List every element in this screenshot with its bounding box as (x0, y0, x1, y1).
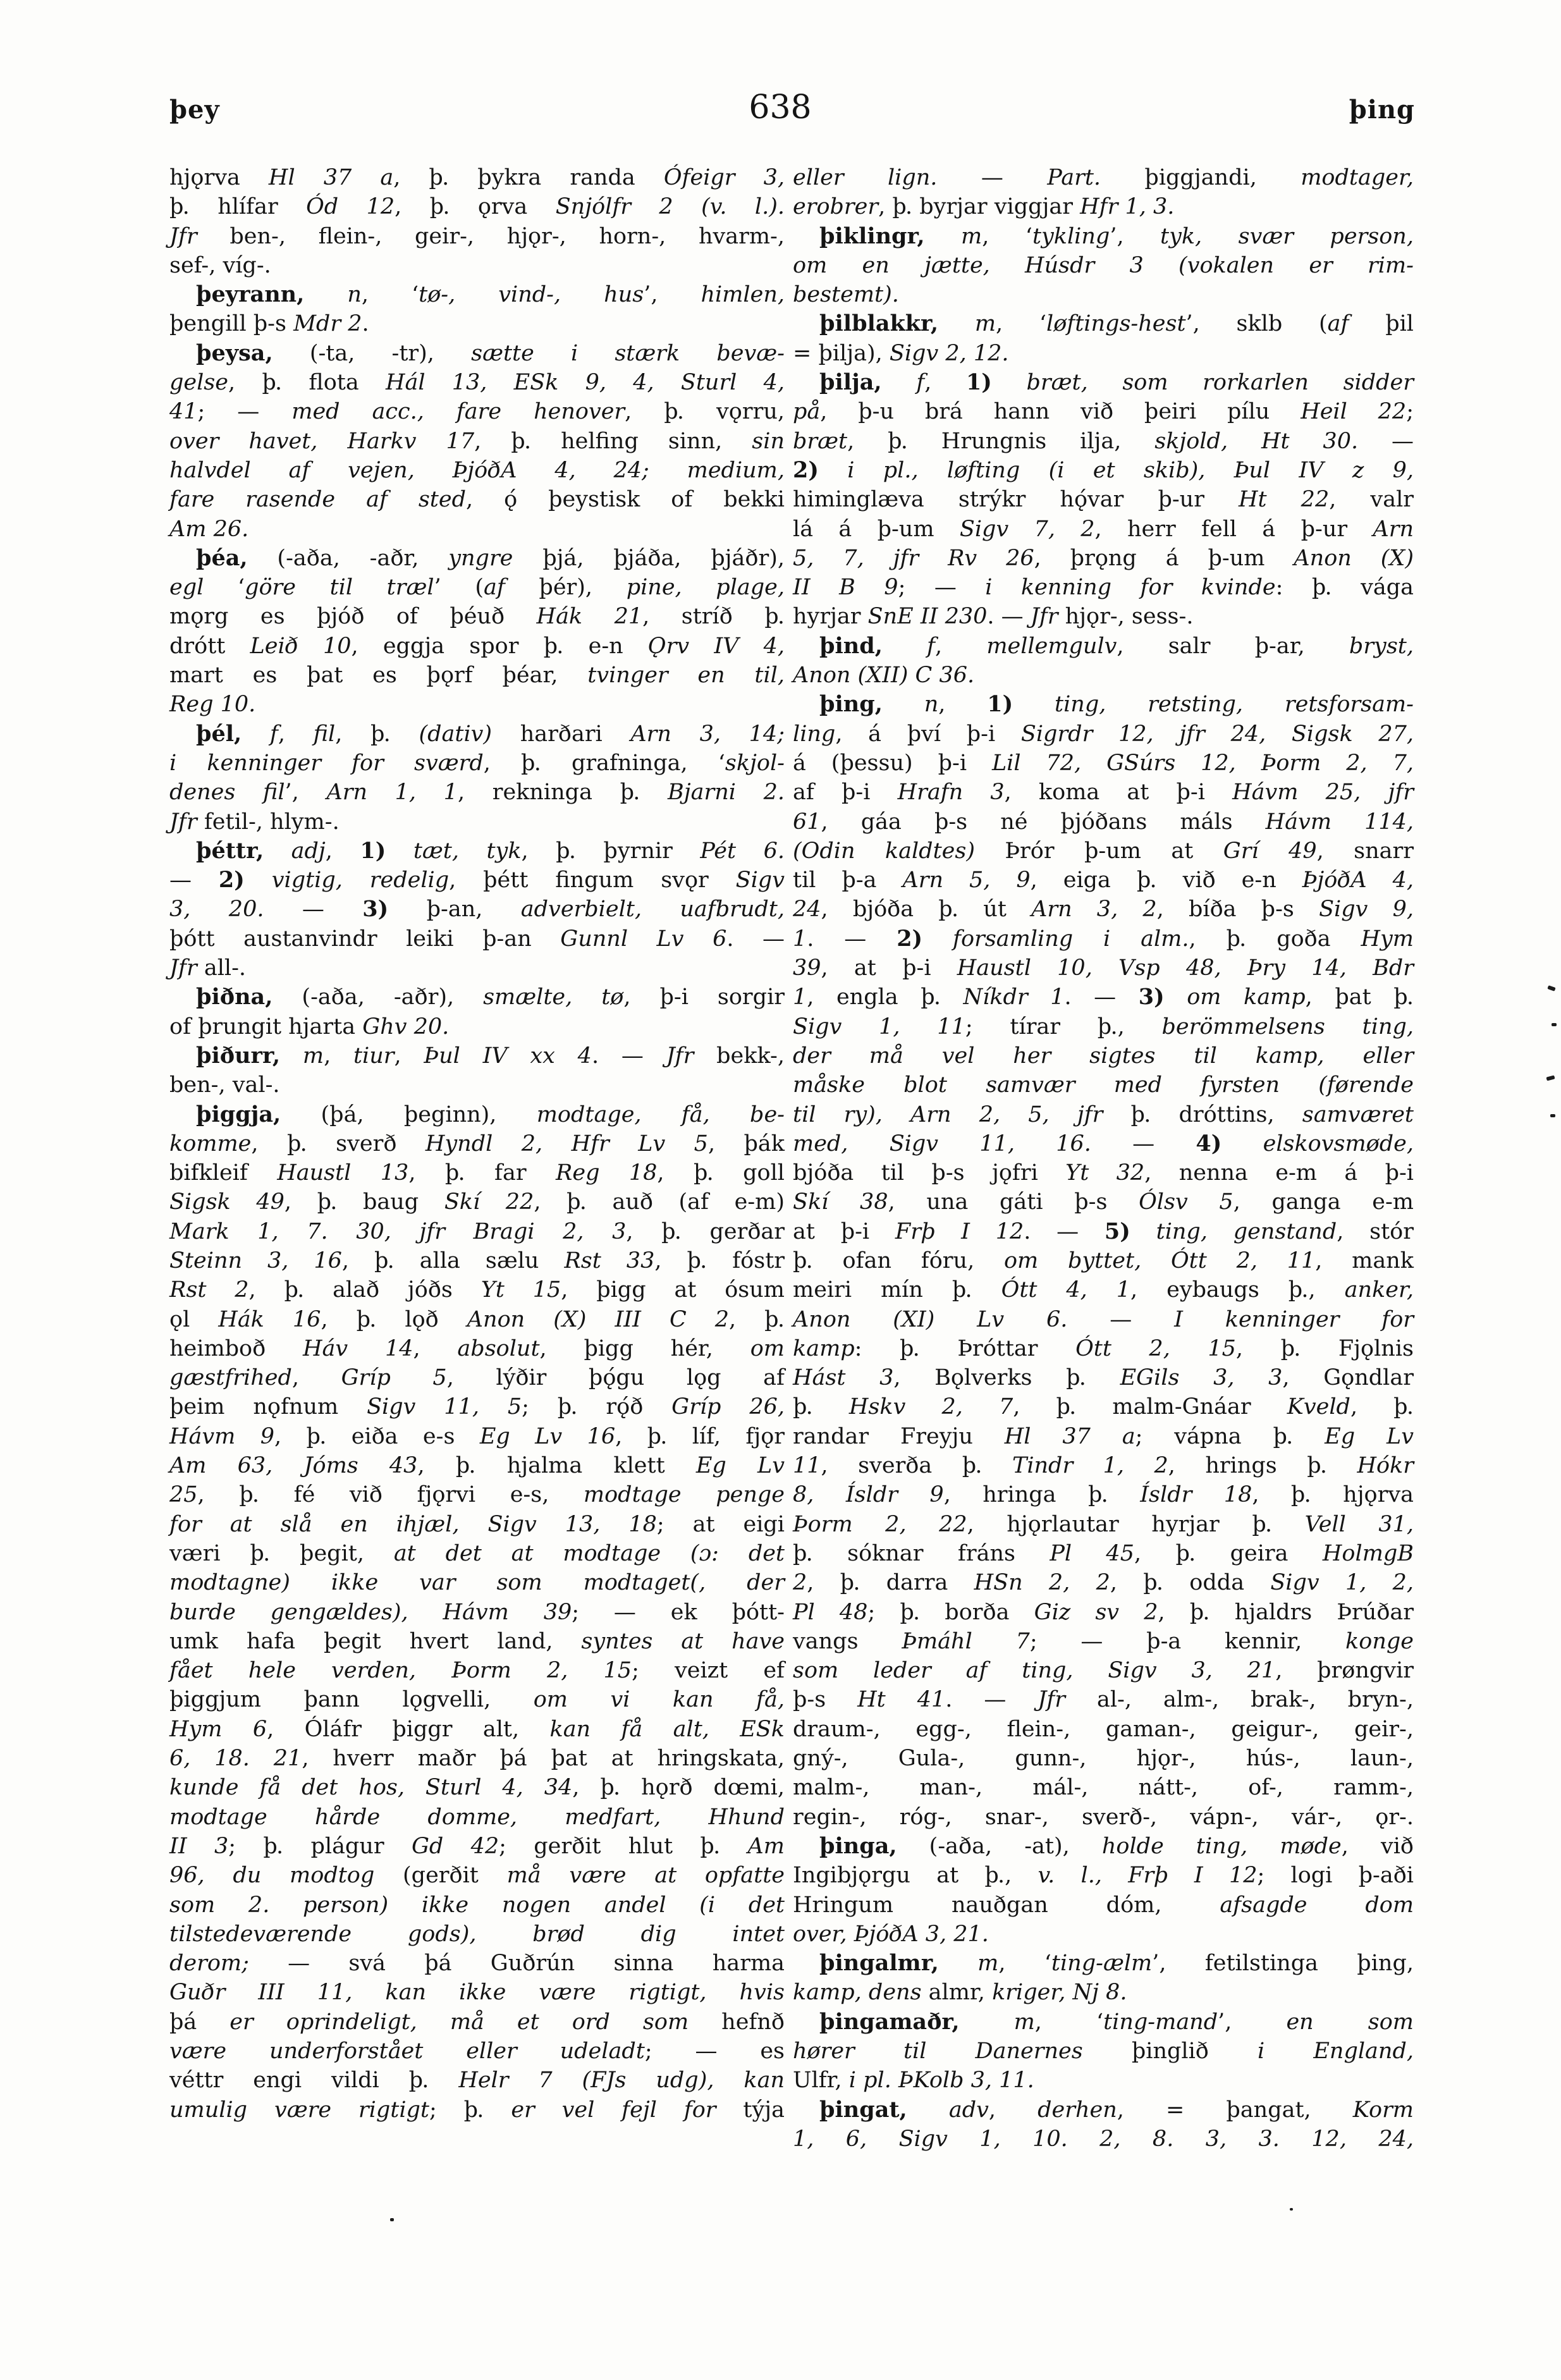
dictionary-line: måske blot samvær med fyrsten (førende (793, 1072, 1414, 1098)
dictionary-line: Hást 3, Bǫlverks þ. EGils 3, 3, Gǫndlar (793, 1365, 1414, 1391)
dictionary-line: Mark 1, 7. 30, jfr Bragi 2, 3, þ. gerðar (169, 1218, 785, 1244)
dictionary-line: þiggja, (þá, þeginn), modtage, få, be- (196, 1101, 785, 1127)
dictionary-line: mart es þat es þǫrf þéar, tvinger en til, (169, 663, 785, 689)
dictionary-line: 2, þ. darra HSn 2, 2, þ. odda Sigv 1, 2, (793, 1570, 1414, 1596)
dictionary-line: — 2) vigtig, redelig, þétt fingum svǫr Sigv (169, 867, 785, 893)
dictionary-line: umk hafa þegit hvert land, syntes at have (169, 1628, 785, 1654)
dictionary-line: med, Sigv 11, 16. — 4) elskovsmøde, (793, 1130, 1414, 1156)
dictionary-line: 1. — 2) forsamling i alm., þ. goða Hym (793, 925, 1414, 952)
dictionary-line: þ. ofan fóru, om byttet, Ótt 2, 11, mank (793, 1248, 1414, 1273)
dictionary-line: Ulfr, i pl. ÞKolb 3, 11. (793, 2068, 1034, 2094)
dictionary-line: þiklingr, m, ‘tykling’, tyk, svær person, (819, 223, 1414, 249)
dictionary-line: 6, 18. 21, hverr maðr þá þat at hringskata, (169, 1746, 785, 1772)
dictionary-line: þilja, f, 1) bræt, som rorkarlen sidder (819, 369, 1414, 396)
dictionary-line: þ. Hskv 2, 7, þ. malm-Gnáar Kveld, þ. (793, 1394, 1414, 1420)
dictionary-line: Anon (XII) C 36. (793, 663, 975, 689)
dictionary-line: bræt, þ. Hrungnis ilja, skjold, Ht 30. — (793, 428, 1414, 454)
scan-speck (1547, 985, 1555, 991)
dictionary-line: þá er oprindeligt, må et ord som hefnð (169, 2009, 785, 2035)
dictionary-line: 25, þ. fé við fjǫrvi e-s, modtage penge (169, 1482, 785, 1508)
dictionary-line: þ-s Ht 41. — Jfr al-, alm-, brak-, bryn-, (793, 1687, 1414, 1713)
dictionary-line: ben-, val-. (169, 1072, 280, 1098)
dictionary-line: som leder af ting, Sigv 3, 21, þrøngvir (793, 1658, 1414, 1684)
scan-speck (1550, 1114, 1555, 1117)
dictionary-line: þ. sóknar fráns Pl 45, þ. geira HolmgB (793, 1540, 1414, 1566)
dictionary-line: i kenninger for sværd, þ. grafninga, ‘skjol- (169, 750, 785, 776)
dictionary-line: = þilja), Sigv 2, 12. (793, 340, 1009, 366)
dictionary-line: Guðr III 11, kan ikke være rigtigt, hvis (169, 1980, 785, 2006)
scan-speck (1546, 1075, 1555, 1081)
dictionary-line: der må vel her sigtes til kamp, eller (793, 1043, 1414, 1069)
dictionary-line: bifkleif Haustl 13, þ. far Reg 18, þ. goll (169, 1160, 785, 1186)
dictionary-line: Hringum nauðgan dóm, afsagde dom (793, 1892, 1414, 1918)
dictionary-line: þeyrann, n, ‘tø-, vind-, hus’, himlen, (196, 281, 785, 308)
dictionary-line: Am 63, Jóms 43, þ. hjalma klett Eg Lv (169, 1453, 785, 1479)
dictionary-line: væri þ. þegit, at det at modtage (ɔ: det (169, 1540, 785, 1566)
right-column (793, 163, 1414, 2154)
dictionary-line: meiri mín þ. Ótt 4, 1, eybaugs þ., anker, (793, 1277, 1414, 1303)
dictionary-line: 5, 7, jfr Rv 26, þrǫng á þ-um Anon (X) (793, 545, 1414, 571)
dictionary-line: ǫl Hák 16, þ. lǫð Anon (X) III C 2, þ. (169, 1306, 785, 1332)
dictionary-line: 96, du modtog (gerðit må være at opfatte (169, 1863, 785, 1889)
dictionary-line: þing, n, 1) ting, retsting, retsforsam- (819, 691, 1414, 718)
dictionary-line: modtage hårde domme, medfart, Hhund (169, 1804, 785, 1830)
dictionary-line: Pl 48; þ. borða Giz sv 2, þ. hjaldrs Þrúðar (793, 1599, 1414, 1625)
dictionary-line: 8, Ísldr 9, hringa þ. Ísldr 18, þ. hjǫrva (793, 1482, 1414, 1508)
dictionary-line: þéa, (-aða, -aðr, yngre þjá, þjáða, þjáðr), (196, 544, 785, 571)
dictionary-line: vangs Þmáhl 7; — þ-a kennir, konge (793, 1628, 1414, 1654)
dictionary-line: tilstedeværende gods), brød dig intet (169, 1921, 785, 1947)
dictionary-line: Steinn 3, 16, þ. alla sælu Rst 33, þ. fóstr (169, 1248, 785, 1273)
dictionary-line: Ingibjǫrgu at þ., v. l., Frþ I 12; logi þ-aði (793, 1863, 1414, 1889)
dictionary-line: þengill þ-s Mdr 2. (169, 311, 369, 337)
dictionary-line: 11, sverða þ. Tindr 1, 2, hrings þ. Hókr (793, 1453, 1414, 1479)
dictionary-line: 1, engla þ. Níkdr 1. — 3) om kamp, þat þ. (793, 984, 1414, 1010)
dictionary-line: at þ-i Frþ I 12. — 5) ting, genstand, stór (793, 1218, 1414, 1244)
left-column (169, 163, 785, 2125)
dictionary-line: Rst 2, þ. alað jóðs Yt 15, þigg at ósum (169, 1277, 785, 1303)
dictionary-line: hyrjar SnE II 230. — Jfr hjǫr-, sess-. (793, 604, 1194, 630)
dictionary-line: gný-, Gula-, gunn-, hjǫr-, hús-, laun-, (793, 1746, 1414, 1772)
dictionary-line: umulig være rigtigt; þ. er vel fejl for týja (169, 2097, 785, 2123)
dictionary-line: kamp: þ. Þróttar Ótt 2, 15, þ. Fjǫlnis (793, 1335, 1414, 1361)
dictionary-line: draum-, egg-, flein-, gaman-, geigur-, geir-, (793, 1716, 1414, 1742)
dictionary-line: egl ‘göre til træl’ (af þér), pine, plage, (169, 575, 785, 601)
dictionary-line: himinglæva strýkr hǫ́var þ-ur Ht 22, valr (793, 487, 1414, 513)
dictionary-line: kamp, dens almr, kriger, Nj 8. (793, 1980, 1127, 2006)
dictionary-line: halvdel af vejen, ÞjóðA 4, 24; medium, (169, 457, 785, 483)
dictionary-line: kunde få det hos, Sturl 4, 34, þ. hǫrð dœmi, (169, 1775, 785, 1801)
dictionary-line: komme, þ. sverð Hyndl 2, Hfr Lv 5, þák (169, 1131, 785, 1156)
dictionary-line: for at slå en ihjæl, Sigv 13, 18; at eigi (169, 1511, 785, 1537)
dictionary-line: burde gengældes), Hávm 39; — ek þótt- (169, 1599, 785, 1625)
dictionary-line: þiðna, (-aða, -aðr), smælte, tø, þ-i sorgir (196, 984, 785, 1010)
dictionary-line: þeim nǫfnum Sigv 11, 5; þ. rǫ́ð Gríp 26, (169, 1394, 785, 1420)
dictionary-line: 3, 20. — 3) þ-an, adverbielt, uafbrudt, (169, 896, 785, 923)
dictionary-line: på, þ-u brá hann við þeiri pílu Heil 22; (793, 399, 1414, 425)
dictionary-line: þiðurr, m, tiur, Þul IV xx 4. — Jfr bekk-, (196, 1042, 785, 1069)
dictionary-line: til ry), Arn 2, 5, jfr þ. dróttins, samværet (793, 1101, 1414, 1127)
dictionary-line: gelse, þ. flota Hál 13, ESk 9, 4, Sturl 4, (169, 370, 785, 396)
running-header-left: þey (169, 95, 220, 125)
page-number: 638 (749, 89, 812, 126)
dictionary-line: þingamaðr, m, ‘ting-mand’, en som (819, 2008, 1414, 2035)
dictionary-line: om en jætte, Húsdr 3 (vokalen er rim- (793, 252, 1414, 278)
dictionary-line: drótt Leið 10, eggja spor þ. e-n Ǫrv IV 4, (169, 633, 785, 659)
dictionary-line: hører til Danernes þinglið i England, (793, 2039, 1414, 2064)
dictionary-line: 39, at þ-i Haustl 10, Vsp 48, Þry 14, Bdr (793, 955, 1414, 981)
dictionary-line: lá á þ-um Sigv 7, 2, herr fell á þ-ur Arn (793, 516, 1414, 542)
dictionary-line: af þ-i Hrafn 3, koma at þ-i Hávm 25, jfr (793, 780, 1414, 806)
dictionary-line: fare rasende af sted, ǫ́ þeystisk of bekki (169, 487, 785, 513)
dictionary-line: Jfr all-. (169, 955, 247, 981)
dictionary-line: þind, f, mellemgulv, salr þ-ar, bryst, (819, 632, 1414, 659)
dictionary-line: Anon (XI) Lv 6. — I kenninger for (793, 1306, 1414, 1332)
dictionary-line: hjǫrva Hl 37 a, þ. þykra randa Ófeigr 3, (169, 165, 785, 190)
dictionary-line: fået hele verden, Þorm 2, 15; veizt ef (169, 1658, 785, 1684)
dictionary-line: Sigv 1, 11; tírar þ., berömmelsens ting, (793, 1014, 1414, 1040)
dictionary-line: (Odin kaldtes) Þrór þ-um at Grí 49, snarr (793, 838, 1414, 864)
dictionary-line: þéttr, adj, 1) tæt, tyk, þ. þyrnir Pét 6. (196, 837, 785, 864)
scan-speck (1552, 1023, 1557, 1026)
dictionary-line: randar Freyju Hl 37 a; vápna þ. Eg Lv (793, 1423, 1414, 1449)
dictionary-line: Reg 10. (169, 692, 256, 718)
dictionary-line: heimboð Háv 14, absolut, þigg hér, om (169, 1335, 785, 1361)
scan-speck (390, 2218, 394, 2221)
dictionary-line: þeysa, (-ta, -tr), sætte i stærk bevæ- (196, 340, 785, 366)
dictionary-line: som 2. person) ikke nogen andel (i det (169, 1892, 785, 1918)
dictionary-line: Skí 38, una gáti þ-s Ólsv 5, ganga e-m (793, 1189, 1414, 1215)
dictionary-line: II B 9; — i kenning for kvinde: þ. vága (793, 575, 1414, 601)
dictionary-line: II 3; þ. plágur Gd 42; gerðit hlut þ. Am (169, 1833, 785, 1859)
dictionary-line: véttr engi vildi þ. Helr 7 (FJs udg), kan (169, 2068, 785, 2094)
dictionary-line: malm-, man-, mál-, nátt-, of-, ramm-, (793, 1775, 1414, 1801)
dictionary-line: þótt austanvindr leiki þ-an Gunnl Lv 6. — (169, 926, 785, 952)
dictionary-line: derom; — svá þá Guðrún sinna harma (169, 1951, 785, 1977)
dictionary-line: þingat, adv, derhen, = þangat, Korm (819, 2096, 1414, 2123)
dictionary-line: gæstfrihed, Gríp 5, lýðir þǫ́gu lǫg af (169, 1365, 785, 1391)
dictionary-line: mǫrg es þjóð of þéuð Hák 21, stríð þ. (169, 604, 785, 630)
dictionary-line: Jfr fetil-, hlym-. (169, 809, 340, 835)
dictionary-line: 41; — med acc., fare henover, þ. vǫrru, (169, 399, 785, 425)
dictionary-line: of þrungit hjarta Ghv 20. (169, 1014, 450, 1040)
dictionary-line: over, ÞjóðA 3, 21. (793, 1921, 989, 1947)
dictionary-line: ling, á því þ-i Sigrdr 12, jfr 24, Sigsk 27, (793, 721, 1414, 747)
dictionary-line: regin-, róg-, snar-, sverð-, vápn-, vár-, ǫr-. (793, 1804, 1414, 1830)
dictionary-line: þ. hlífar Ód 12, þ. ǫrva Snjólfr 2 (v. l.). (169, 194, 785, 220)
dictionary-line: Sigsk 49, þ. baug Skí 22, þ. auð (af e-m) (169, 1189, 785, 1215)
dictionary-line: erobrer, þ. byrjar viggjar Hfr 1, 3. (793, 194, 1175, 220)
dictionary-line: þél, f, fil, þ. (dativ) harðari Arn 3, 14; (196, 720, 785, 747)
dictionary-line: þinga, (-aða, -at), holde ting, møde, við (819, 1832, 1414, 1859)
dictionary-line: bestemt). (793, 282, 899, 308)
dictionary-line: Am 26. (169, 516, 249, 542)
dictionary-line: Jfr ben-, flein-, geir-, hjǫr-, horn-, hvarm-, (169, 223, 785, 249)
running-header-right: þing (1349, 95, 1415, 125)
dictionary-line: á (þessu) þ-i Lil 72, GSúrs 12, Þorm 2, 7, (793, 750, 1414, 776)
dictionary-line: þiggjum þann lǫgvelli, om vi kan få, (169, 1687, 785, 1713)
dictionary-line: Þorm 2, 22, hjǫrlautar hyrjar þ. Vell 31, (793, 1511, 1414, 1537)
dictionary-line: sef-, víg-. (169, 252, 271, 278)
dictionary-line: 1, 6, Sigv 1, 10. 2, 8. 3, 3. 12, 24, (793, 2126, 1414, 2152)
scan-speck (1290, 2208, 1293, 2211)
dictionary-line: denes fil’, Arn 1, 1, rekninga þ. Bjarni 2. (169, 780, 785, 806)
dictionary-line: bjóða til þ-s jǫfri Yt 32, nenna e-m á þ-i (793, 1160, 1414, 1186)
dictionary-line: modtagne) ikke var som modtaget(, der (169, 1570, 785, 1596)
dictionary-line: Hávm 9, þ. eiða e-s Eg Lv 16, þ. líf, fjǫr (169, 1423, 785, 1449)
dictionary-line: eller lign. — Part. þiggjandi, modtager, (793, 165, 1414, 190)
dictionary-line: være underforstået eller udeladt; — es (169, 2039, 785, 2064)
dictionary-line: 2) i pl., løfting (i et skib), Þul IV z 9, (793, 457, 1414, 483)
dictionary-line: 24, bjóða þ. út Arn 3, 2, bíða þ-s Sigv 9, (793, 897, 1414, 923)
dictionary-line: þingalmr, m, ‘ting-ælm’, fetilstinga þing, (819, 1950, 1414, 1977)
dictionary-line: over havet, Harkv 17, þ. helfing sinn, sin (169, 428, 785, 454)
dictionary-line: 61, gáa þ-s né þjóðans máls Hávm 114, (793, 809, 1414, 835)
dictionary-line: Hym 6, Óláfr þiggr alt, kan få alt, ESk (169, 1716, 785, 1742)
dictionary-line: til þ-a Arn 5, 9, eiga þ. við e-n ÞjóðA 4, (793, 868, 1414, 893)
dictionary-line: þilblakkr, m, ‘løftings-hest’, sklb (af þil (819, 310, 1414, 337)
